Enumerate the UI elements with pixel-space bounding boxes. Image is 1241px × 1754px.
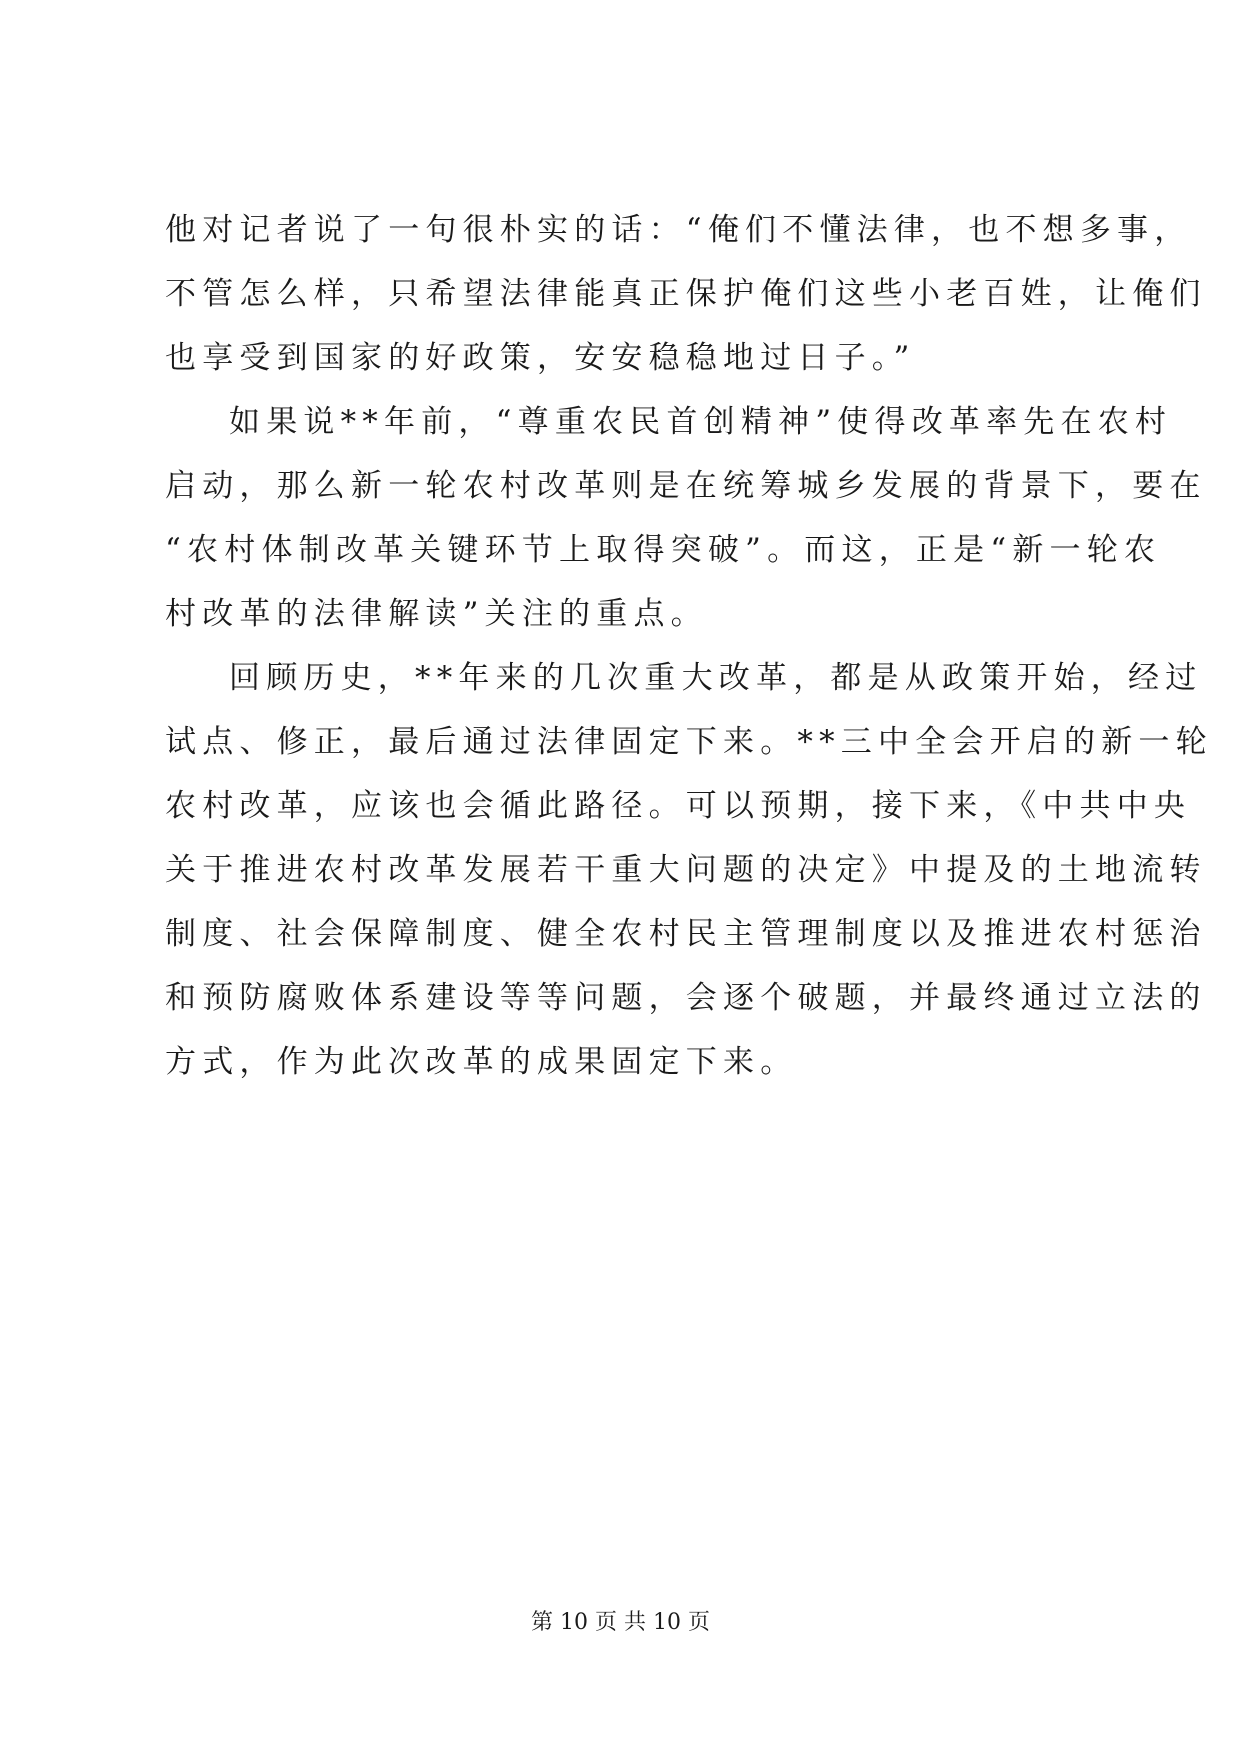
body-text <box>165 198 1213 1094</box>
text-line: 启动，那么新一轮农村改革则是在统筹城乡发展的背景下，要在 <box>165 468 1207 504</box>
paragraph-first-line: 如果说**年前，“尊重农民首创精神”使得改革率先在农村 <box>229 404 1173 440</box>
page-number-footer: 第 10 页 共 10 页 <box>531 1610 710 1635</box>
text-line: “农村体制改革关键环节上取得突破”。而这，正是“新一轮农 <box>165 532 1162 568</box>
text-line: 农村改革，应该也会循此路径。可以预期，接下来，《中共中央 <box>165 788 1192 824</box>
text-line: 试点、修正，最后通过法律固定下来。**三中全会开启的新一轮 <box>165 724 1213 760</box>
text-line: 不管怎么样，只希望法律能真正保护俺们这些小老百姓，让俺们 <box>165 276 1207 312</box>
text-line: 方式，作为此次改革的成果固定下来。 <box>165 1044 798 1080</box>
text-line: 他对记者说了一句很朴实的话：“俺们不懂法律，也不想多事， <box>165 212 1192 248</box>
text-line: 和预防腐败体系建设等等问题，会逐个破题，并最终通过立法的 <box>165 980 1207 1016</box>
text-line: 制度、社会保障制度、健全农村民主管理制度以及推进农村惩治 <box>165 916 1207 952</box>
paragraph-first-line: 回顾历史，**年来的几次重大改革，都是从政策开始，经过 <box>229 660 1203 696</box>
text-line: 村改革的法律解读”关注的重点。 <box>165 596 708 632</box>
text-line: 关于推进农村改革发展若干重大问题的决定》中提及的土地流转 <box>165 852 1207 888</box>
text-line: 也享受到国家的好政策，安安稳稳地过日子。” <box>165 340 916 376</box>
